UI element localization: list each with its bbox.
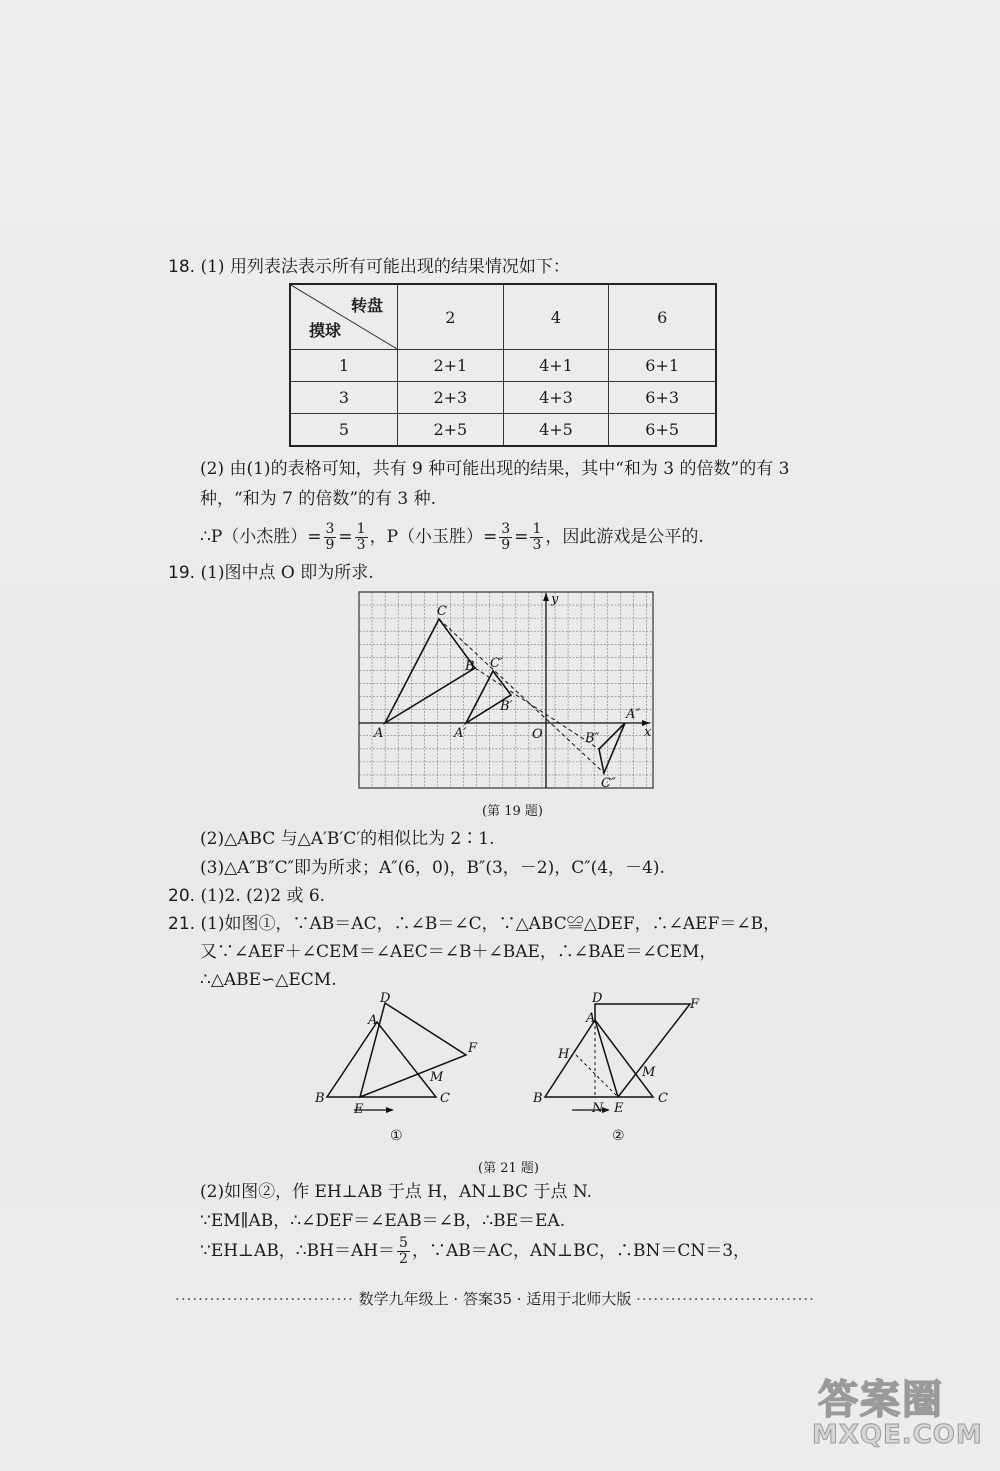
fraction: $\frac{5}{2}$ [399, 1235, 408, 1267]
label-C-double-prime: C″ [601, 776, 616, 791]
fraction: $\frac{1}{3}$ [356, 521, 366, 553]
q18-line1: 18. (1) 用列表法表示所有可能出现的结果情况如下： [168, 257, 570, 277]
fig1-label-A: A [368, 1013, 378, 1028]
fig2-label-C: C [658, 1091, 668, 1106]
q18-line3: 种，“和为 7 的倍数”的有 3 种. [200, 489, 437, 509]
figure-19-caption: (第 19 题) [482, 804, 543, 819]
grid-border [359, 592, 653, 788]
coordinate-grid-figure [356, 590, 656, 792]
q21-line2: 又∵∠AEF＋∠CEM＝∠AEC＝∠B＋∠BAE，∴∠BAE＝∠CEM， [200, 942, 717, 962]
label-O: O [532, 727, 543, 742]
fig1-label-C: C [440, 1091, 450, 1106]
col-head: 4 [503, 284, 609, 350]
q21-line6: ∵EH⊥AB，∴BH＝AH＝ $\frac{5}{2}$ ，∵AB＝AC，AN⊥BC，∴BN＝CN＝3， [200, 1235, 751, 1267]
col-head: 2 [398, 284, 504, 350]
outcome-table [289, 283, 717, 447]
label-A: A [374, 726, 384, 741]
fig1-label-D: D [380, 991, 391, 1006]
fig2-label-D: D [592, 991, 603, 1006]
watermark-logo: 答案圈 [818, 1377, 944, 1423]
center-lines [385, 619, 604, 773]
figure-1-label: ① [390, 1128, 403, 1144]
figure-21-caption: (第 21 题) [478, 1161, 539, 1176]
table-row: 5 2+5 4+5 6+5 [290, 414, 716, 447]
q20-line: 20. (1)2. (2)2 或 6. [168, 886, 326, 906]
fig1-label-F: F [468, 1041, 478, 1056]
fig2-label-F: F [690, 997, 700, 1012]
label-C: C [437, 604, 447, 619]
fraction: $\frac{3}{9}$ [325, 521, 335, 553]
q21-line5: ∵EM∥AB，∴∠DEF＝∠EAB＝∠B，∴BE＝EA. [200, 1211, 566, 1231]
triangle-a2b2c2 [599, 723, 625, 773]
q19-line3: (3)△A″B″C″即为所求；A″(6，0)，B″(3，－2)，C″(4，－4). [200, 858, 665, 878]
figure-2-label: ② [612, 1128, 625, 1144]
q19-line2: (2)△ABC 与△A′B′C′的相似比为 2∶1. [200, 829, 495, 849]
label-x: x [644, 725, 652, 740]
label-A-double-prime: A″ [626, 707, 641, 722]
fig2-label-E: E [614, 1101, 624, 1116]
col-head: 6 [609, 284, 716, 350]
table-corner-cell: 转盘 摸球 [290, 284, 398, 350]
grid-lines [359, 592, 653, 788]
fig1-label-E: E [354, 1102, 364, 1117]
q21-line3: ∴△ABE∽△ECM. [200, 970, 337, 990]
q21-line4: (2)如图②，作 EH⊥AB 于点 H，AN⊥BC 于点 N. [200, 1182, 593, 1202]
fig2-label-B: B [533, 1091, 543, 1106]
figure-21-1 [310, 990, 490, 1150]
label-B: B [465, 659, 475, 674]
label-y: y [551, 592, 559, 607]
q18-line4: ∴P（小杰胜）= $\frac{3}{9}$ = $\frac{1}{3}$ ，P（小玉胜）= $\frac{3}{9}$ = $\frac{1}{3}$ ，因此游戏是公平的. [200, 521, 704, 553]
figure-21-2 [528, 990, 708, 1150]
fraction: $\frac{3}{9}$ [501, 521, 511, 553]
watermark-url: MXQE.COM [812, 1420, 983, 1450]
label-B-prime: B′ [500, 699, 513, 714]
label-B-double-prime: B″ [585, 731, 600, 746]
fig2-label-N: N [592, 1101, 604, 1116]
table-row: 3 2+3 4+3 6+3 [290, 382, 716, 414]
label-C-prime: C′ [490, 656, 503, 671]
table-row: 1 2+1 4+1 6+1 [290, 350, 716, 382]
fraction: $\frac{1}{3}$ [532, 521, 542, 553]
fig2-label-M: M [642, 1065, 656, 1080]
label-A-prime: A′ [454, 726, 467, 741]
triangle-a1b1c1 [466, 671, 511, 723]
fig2-label-H: H [558, 1047, 570, 1062]
q19-line1: 19. (1)图中点 O 即为所求. [168, 563, 374, 583]
fig1-label-B: B [315, 1091, 325, 1106]
fig1-label-M: M [430, 1070, 444, 1085]
footer-text: 数学九年级上 · 答案35 · 适用于北师大版 [358, 1290, 632, 1308]
page-footer: ······························· 数学九年级上 · 答案35 · 适用于北师大版 ······························· [175, 1290, 815, 1308]
fig2-label-A: A [586, 1011, 596, 1026]
y-axis-arrow [543, 593, 549, 601]
q21-line1: 21. (1)如图①，∵AB＝AC，∴∠B＝∠C，∵△ABC≌△DEF，∴∠AEF＝∠B， [168, 914, 781, 934]
q18-line2: (2) 由(1)的表格可知，共有 9 种可能出现的结果，其中“和为 3 的倍数”的有 3 [200, 459, 790, 479]
